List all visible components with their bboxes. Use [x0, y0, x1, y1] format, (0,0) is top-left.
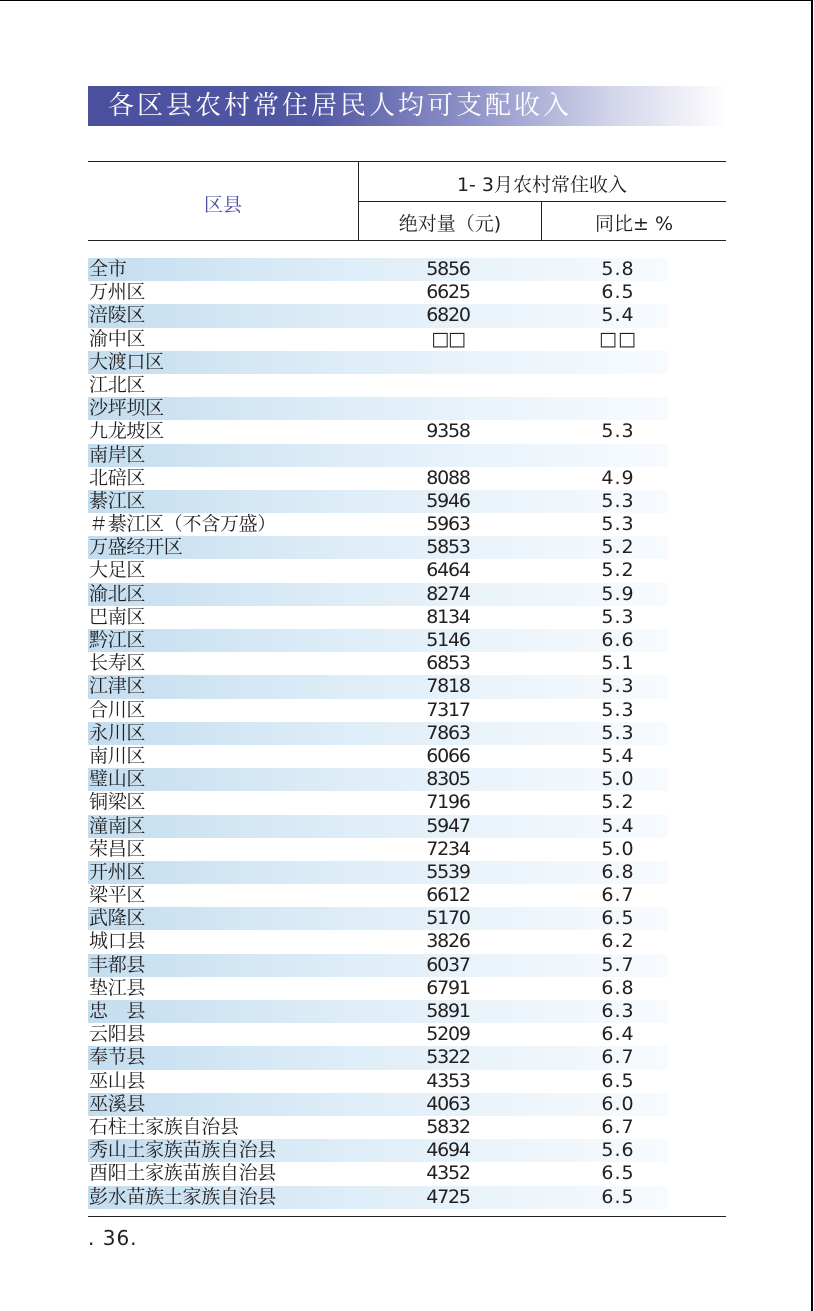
absolute-value-cell: 5947 [426, 814, 470, 837]
absolute-value-cell [388, 444, 508, 467]
table-row [88, 745, 668, 768]
region-name-cell: 梁平区 [89, 884, 146, 907]
region-name-cell: 奉节县 [89, 1046, 146, 1069]
yoy-value-cell: 5.0 [601, 768, 635, 791]
income-table-body [88, 258, 668, 1209]
table-row [88, 467, 668, 490]
region-name-cell: 垫江县 [89, 976, 146, 999]
region-name-cell: 万盛经开区 [89, 536, 183, 559]
region-name-cell: 九龙坡区 [89, 420, 164, 443]
table-row [88, 977, 668, 1000]
region-name-cell: 城口县 [89, 930, 146, 953]
table-row [88, 1139, 668, 1162]
region-name-cell: 沙坪坝区 [89, 397, 164, 420]
income-group-header: 1- 3月农村常住收入 [456, 174, 628, 196]
yoy-value-cell: 5.3 [601, 489, 635, 512]
table-row [88, 907, 668, 930]
table-bottom-rule [88, 1216, 726, 1217]
table-row [88, 652, 668, 675]
table-row [88, 281, 668, 304]
header-bottom-rule [88, 240, 726, 241]
table-row [88, 559, 668, 582]
table-row [88, 397, 668, 420]
yoy-value-cell: 5.6 [601, 1139, 635, 1162]
region-name-cell: 江津区 [89, 675, 146, 698]
absolute-value-cell: 6612 [426, 884, 470, 907]
region-name-cell: 合川区 [89, 698, 146, 721]
table-row [88, 699, 668, 722]
absolute-value-cell: 5832 [426, 1115, 470, 1138]
absolute-value-cell: 5322 [426, 1046, 470, 1069]
table-row [88, 675, 668, 698]
table-top-rule [88, 161, 726, 162]
yoy-value-cell: 5.3 [601, 721, 635, 744]
region-name-cell: 南川区 [89, 744, 146, 767]
region-name-cell: 石柱土家族自治县 [89, 1115, 239, 1138]
region-name-cell: 潼南区 [89, 814, 146, 837]
page-title: 各区县农村常住居民人均可支配收入 [108, 91, 573, 121]
absolute-value-cell: 6820 [426, 304, 470, 327]
yoy-value-cell: 5.3 [601, 698, 635, 721]
absolute-value-cell: 4725 [426, 1185, 470, 1208]
yoy-value-cell: 5.1 [601, 652, 635, 675]
yoy-value-cell: 6.6 [601, 629, 635, 651]
table-row [88, 513, 668, 536]
absolute-value-cell: 6464 [426, 559, 470, 582]
yoy-value-cell: 5.2 [601, 559, 635, 582]
yoy-value-cell: 6.0 [601, 1092, 635, 1115]
absolute-value-cell: 7196 [426, 791, 470, 814]
region-name-cell: 綦江区 [89, 489, 146, 512]
region-name-cell: 武隆区 [89, 907, 146, 930]
region-name-cell: 大足区 [89, 559, 146, 582]
yoy-value-cell: □□ [599, 327, 637, 350]
absolute-value-cell [388, 351, 508, 374]
yoy-value-cell: 6.8 [601, 860, 635, 883]
region-name-cell: 巫溪县 [89, 1092, 146, 1115]
absolute-value-cell: 4063 [426, 1092, 470, 1115]
page-top-border [0, 0, 812, 1]
region-name-cell: 南岸区 [89, 443, 146, 466]
absolute-value-cell: □□ [431, 327, 465, 350]
absolute-value-cell: 4694 [426, 1139, 470, 1162]
table-row [88, 583, 668, 606]
region-name-cell: 渝北区 [89, 582, 146, 605]
region-name-cell: 酉阳土家族苗族自治县 [89, 1162, 277, 1185]
table-row [88, 420, 668, 443]
table-row [88, 1186, 668, 1209]
absolute-value-cell: 7863 [426, 721, 470, 744]
table-row [88, 815, 668, 838]
region-name-cell: 荣昌区 [89, 837, 146, 860]
absolute-value-cell: 6037 [426, 953, 470, 976]
region-name-cell: 巴南区 [89, 605, 146, 628]
yoy-value-cell: 5.9 [601, 582, 635, 605]
region-name-cell: 云阳县 [89, 1023, 146, 1046]
yoy-value-cell: 6.7 [601, 1115, 635, 1138]
yoy-value-cell: 6.4 [601, 1023, 635, 1046]
region-column-header: 区县 [203, 194, 242, 216]
region-name-cell: 彭水苗族土家族自治县 [89, 1185, 277, 1208]
table-row [88, 930, 668, 953]
yoy-column-header: 同比± % [594, 213, 673, 235]
absolute-value-cell: 6853 [426, 652, 470, 675]
absolute-value-cell [388, 374, 508, 397]
yoy-value-cell: 6.5 [601, 1069, 635, 1092]
absolute-value-cell: 5209 [426, 1023, 470, 1046]
absolute-value-cell: 3826 [426, 930, 470, 953]
absolute-value-cell: 6791 [426, 976, 470, 999]
yoy-value-cell [558, 374, 678, 397]
table-row [88, 861, 668, 884]
page-right-border [811, 0, 813, 1311]
table-row [88, 351, 668, 374]
absolute-value-cell: 8134 [426, 605, 470, 628]
region-name-cell: 万州区 [89, 281, 146, 304]
region-name-cell: 北碚区 [89, 466, 146, 489]
table-row [88, 536, 668, 559]
region-name-cell: 忠 县 [89, 1000, 146, 1022]
absolute-value-cell: 5963 [426, 513, 470, 536]
absolute-value-cell: 4353 [426, 1069, 470, 1092]
absolute-value-cell: 5856 [426, 258, 470, 280]
absolute-value-cell [388, 397, 508, 420]
yoy-value-cell [558, 397, 678, 420]
yoy-value-cell: 6.2 [601, 930, 635, 953]
table-row [88, 328, 668, 351]
region-name-cell: 铜梁区 [89, 791, 146, 814]
absolute-value-cell: 5891 [426, 1000, 470, 1022]
absolute-value-cell: 9358 [426, 420, 470, 443]
absolute-value-cell: 5946 [426, 489, 470, 512]
table-row [88, 1070, 668, 1093]
absolute-value-cell: 8088 [426, 466, 470, 489]
table-row [88, 954, 668, 977]
absolute-value-cell: 5170 [426, 907, 470, 930]
table-row [88, 304, 668, 327]
yoy-value-cell: 6.3 [601, 1000, 635, 1022]
region-name-cell: 渝中区 [89, 327, 146, 350]
yoy-value-cell [558, 351, 678, 374]
table-row [88, 1000, 668, 1023]
absolute-value-cell: 8274 [426, 582, 470, 605]
yoy-value-cell: 6.8 [601, 976, 635, 999]
absolute-value-cell: 5853 [426, 536, 470, 559]
yoy-value-cell: 5.3 [601, 420, 635, 443]
absolute-value-cell: 5146 [426, 629, 470, 651]
region-name-cell: ＃綦江区（不含万盛） [89, 513, 277, 536]
absolute-column-header: 绝对量（元) [398, 213, 502, 235]
absolute-value-cell: 7818 [426, 675, 470, 698]
region-name-cell: 开州区 [89, 860, 146, 883]
region-name-cell: 大渡口区 [89, 350, 164, 373]
yoy-value-cell: 6.5 [601, 907, 635, 930]
table-row [88, 1046, 668, 1069]
yoy-value-cell: 5.4 [601, 304, 635, 327]
absolute-value-cell: 4352 [426, 1162, 470, 1185]
absolute-value-cell: 7234 [426, 837, 470, 860]
region-name-cell: 长寿区 [89, 652, 146, 675]
yoy-value-cell: 5.7 [601, 953, 635, 976]
yoy-value-cell: 5.3 [601, 675, 635, 698]
table-row [88, 1162, 668, 1185]
table-row [88, 258, 668, 281]
yoy-value-cell: 5.0 [601, 837, 635, 860]
absolute-value-cell: 6066 [426, 744, 470, 767]
absolute-value-cell: 5539 [426, 860, 470, 883]
region-name-cell: 秀山土家族苗族自治县 [89, 1139, 277, 1162]
yoy-value-cell: 6.5 [601, 1162, 635, 1185]
table-row [88, 1093, 668, 1116]
yoy-value-cell: 5.2 [601, 791, 635, 814]
region-name-cell: 全市 [89, 258, 127, 280]
table-row [88, 791, 668, 814]
table-row [88, 374, 668, 397]
region-name-cell: 永川区 [89, 721, 146, 744]
yoy-value-cell: 5.8 [601, 258, 635, 280]
region-name-cell: 江北区 [89, 373, 146, 396]
region-name-cell: 巫山县 [89, 1069, 146, 1092]
table-row [88, 490, 668, 513]
absolute-value-cell: 8305 [426, 768, 470, 791]
yoy-value-cell [558, 444, 678, 467]
yoy-value-cell: 5.3 [601, 513, 635, 536]
table-row [88, 884, 668, 907]
region-name-cell: 丰都县 [89, 953, 146, 976]
table-row [88, 629, 668, 652]
table-row [88, 444, 668, 467]
yoy-value-cell: 4.9 [601, 466, 635, 489]
absolute-value-cell: 6625 [426, 281, 470, 304]
yoy-value-cell: 5.2 [601, 536, 635, 559]
region-name-cell: 璧山区 [89, 768, 146, 791]
table-row [88, 1023, 668, 1046]
header-mid-rule [358, 201, 726, 202]
table-row [88, 722, 668, 745]
table-row [88, 838, 668, 861]
yoy-value-cell: 6.7 [601, 884, 635, 907]
table-row [88, 768, 668, 791]
yoy-value-cell: 5.4 [601, 814, 635, 837]
yoy-value-cell: 5.4 [601, 744, 635, 767]
absolute-value-cell: 7317 [426, 698, 470, 721]
yoy-value-cell: 6.7 [601, 1046, 635, 1069]
yoy-value-cell: 5.3 [601, 605, 635, 628]
yoy-value-cell: 6.5 [601, 281, 635, 304]
region-name-cell: 涪陵区 [89, 304, 146, 327]
page-number: . 36. [88, 1226, 138, 1250]
yoy-value-cell: 6.5 [601, 1185, 635, 1208]
table-row [88, 1116, 668, 1139]
table-row [88, 606, 668, 629]
region-name-cell: 黔江区 [89, 629, 146, 651]
